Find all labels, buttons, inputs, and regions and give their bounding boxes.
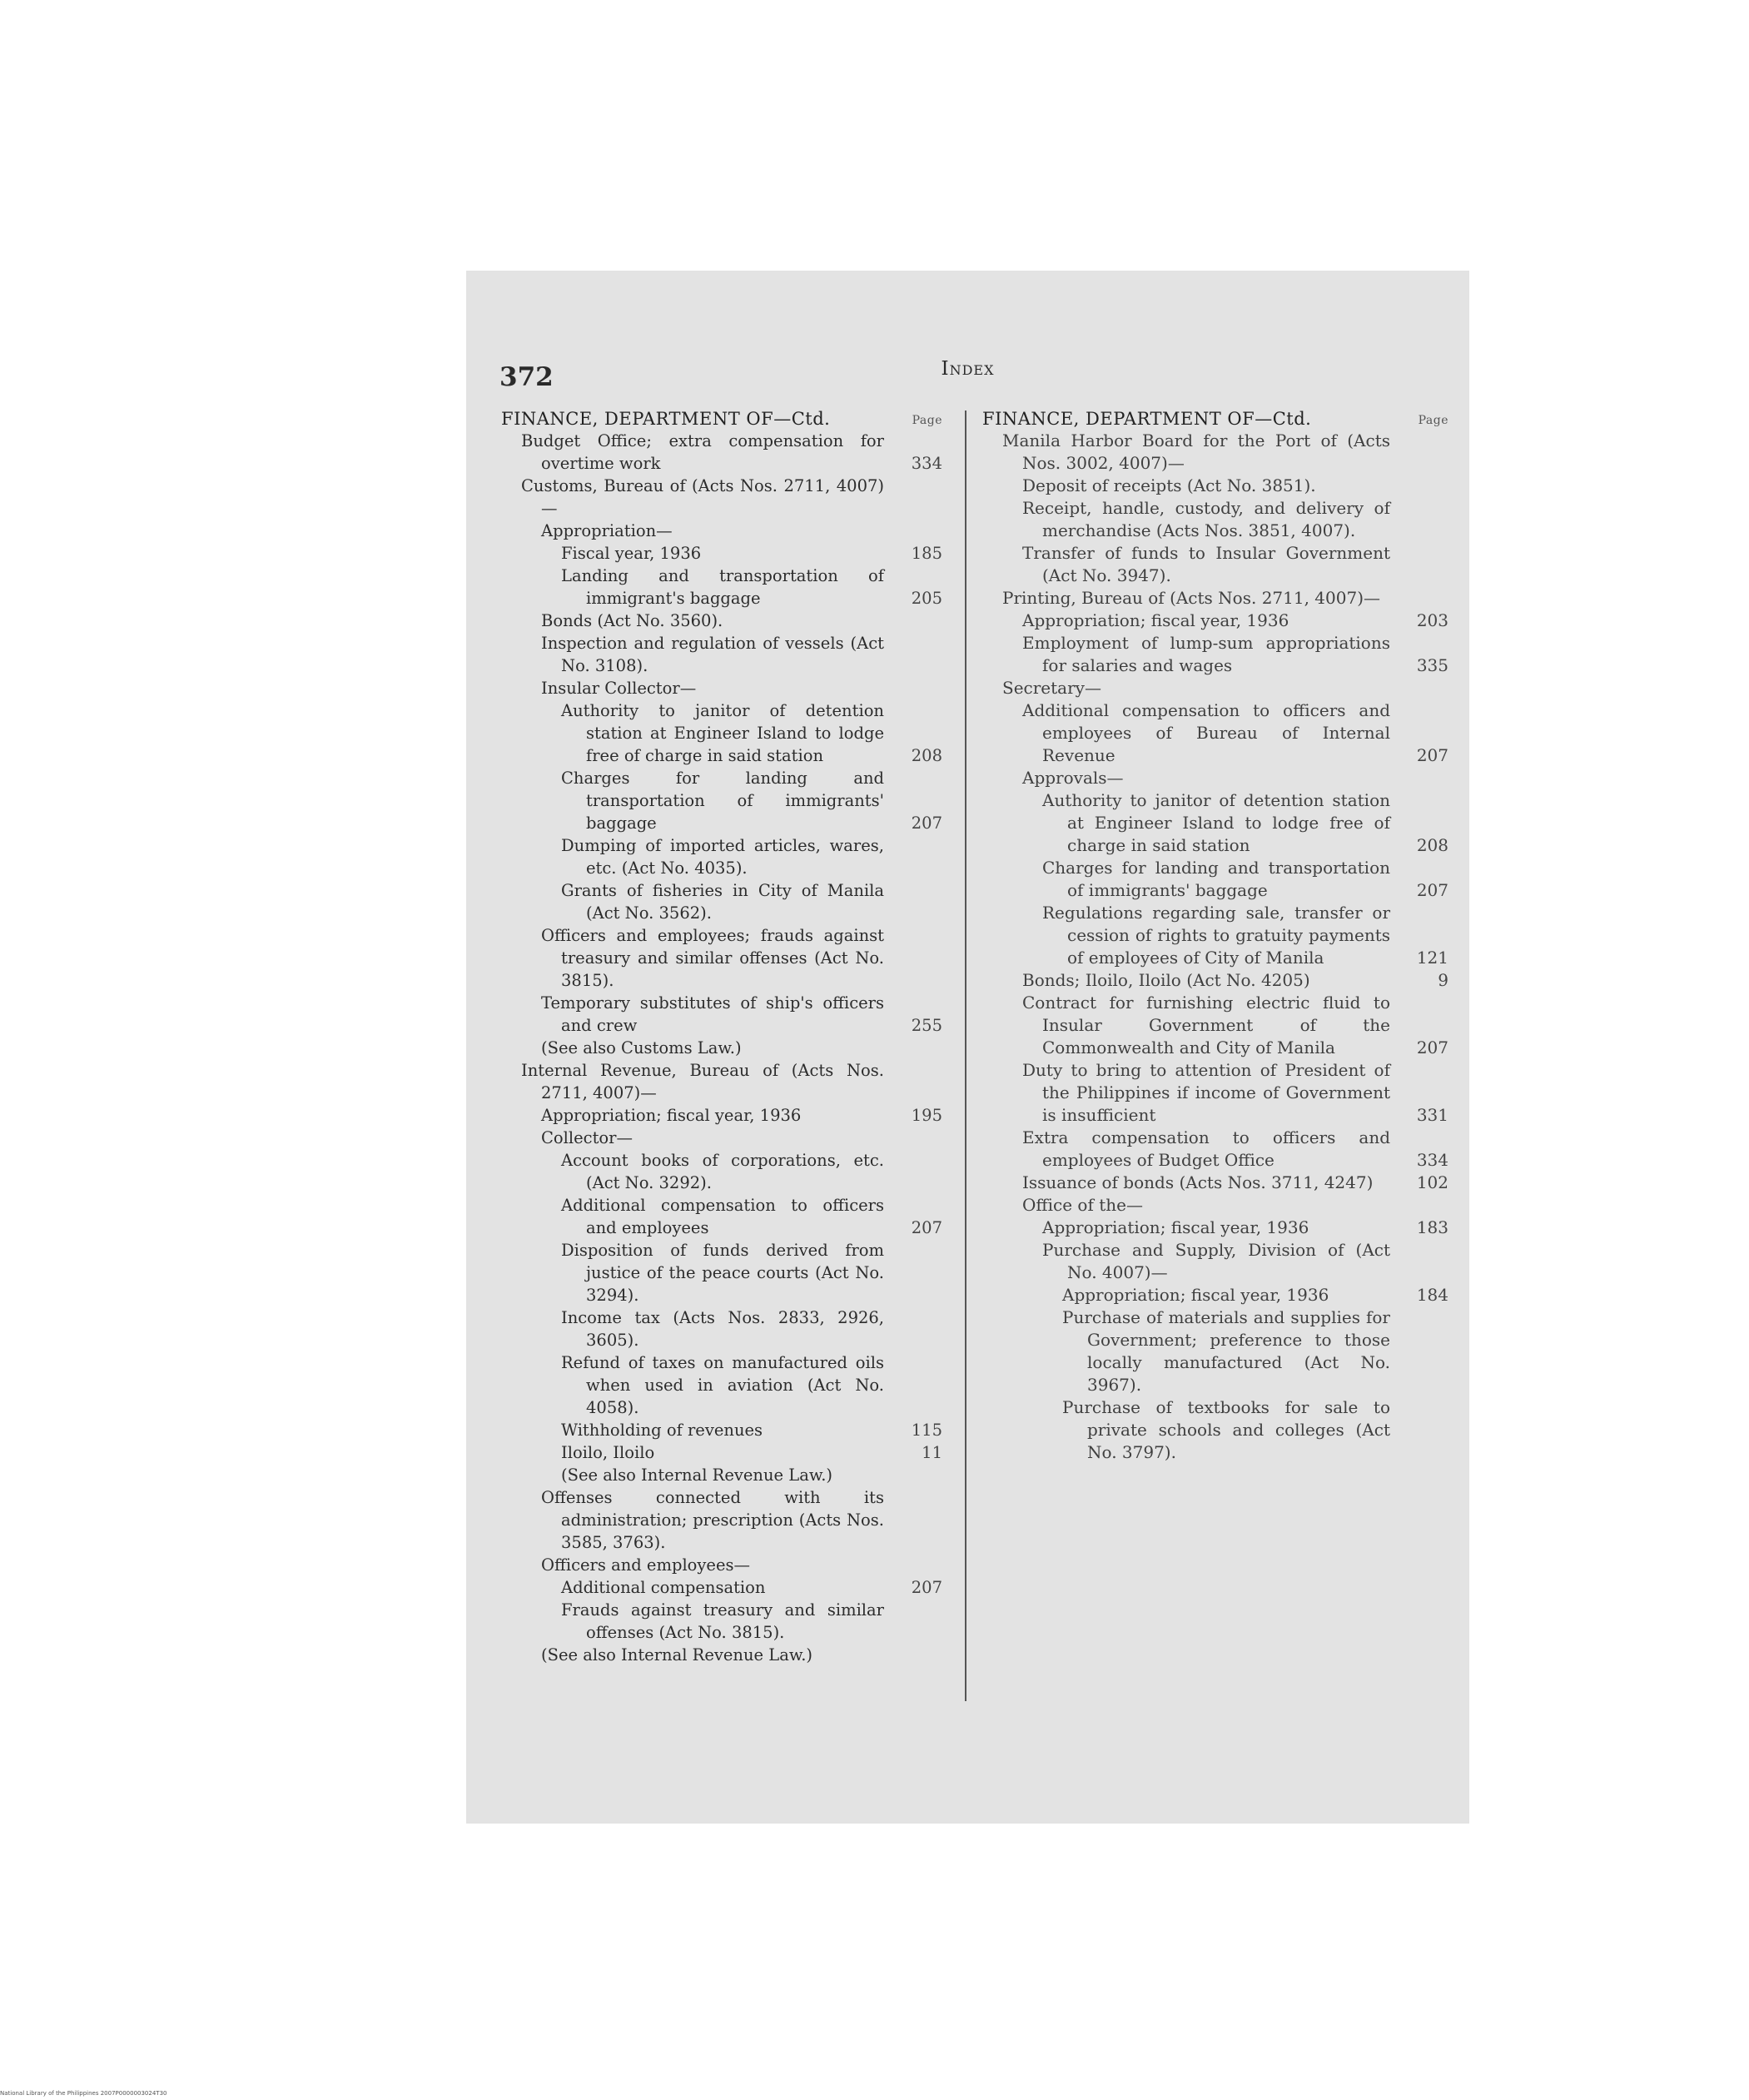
entry-text: Bonds; Iloilo, Iloilo (Act No. 4205) bbox=[1022, 970, 1310, 990]
index-entry bbox=[982, 992, 1448, 1059]
entry-page-number: 11 bbox=[922, 1443, 942, 1462]
entry-page-number: 121 bbox=[1416, 948, 1448, 968]
index-entry bbox=[501, 1037, 942, 1059]
entry-text: Officers and employees— bbox=[541, 1555, 751, 1575]
entry-page-number: 115 bbox=[911, 1421, 942, 1440]
index-entry bbox=[501, 879, 942, 924]
left-column-heading bbox=[501, 408, 942, 430]
index-entry bbox=[982, 632, 1448, 677]
index-entry bbox=[501, 475, 942, 520]
entry-text: (See also Customs Law.) bbox=[541, 1038, 742, 1057]
entry-text: Additional compensation to officers and employees of Bureau of Internal Revenue bbox=[1022, 700, 1390, 765]
entry-page-number: 207 bbox=[911, 1578, 942, 1597]
library-footnote: National Library of the Philippines 2007P0000003024T30 bbox=[0, 2090, 167, 2097]
entry-page-number: 334 bbox=[1416, 1150, 1448, 1170]
index-entry bbox=[501, 542, 942, 565]
entry-text: Appropriation; fiscal year, 1936 bbox=[1062, 1285, 1329, 1305]
index-entry bbox=[982, 1194, 1448, 1217]
left-column bbox=[501, 408, 942, 1666]
index-entry bbox=[982, 1127, 1448, 1172]
entry-text: Appropriation; fiscal year, 1936 bbox=[1022, 610, 1289, 630]
index-entry bbox=[501, 610, 942, 632]
entry-page-number: 195 bbox=[911, 1106, 942, 1125]
entry-text: Contract for furnishing electric fluid to Insular Government of the Commonwealth and City of Manila bbox=[1022, 993, 1390, 1057]
index-entry bbox=[501, 1194, 942, 1239]
entry-page-number: 207 bbox=[911, 814, 942, 833]
index-entry bbox=[501, 834, 942, 879]
index-entry bbox=[501, 1127, 942, 1149]
left-heading-text: FINANCE, DEPARTMENT OF—Ctd. bbox=[501, 409, 831, 429]
entry-text: Secretary— bbox=[1002, 678, 1101, 698]
index-entry bbox=[501, 1149, 942, 1194]
index-entry bbox=[501, 1644, 942, 1666]
entry-text: Purchase of textbooks for sale to private schools and colleges (Act No. 3797). bbox=[1062, 1397, 1390, 1462]
entry-text: Landing and transportation of immigrant's baggage bbox=[561, 566, 884, 608]
index-entry bbox=[501, 1486, 942, 1554]
index-entry bbox=[501, 699, 942, 767]
entry-text: Income tax (Acts Nos. 2833, 2926, 3605). bbox=[561, 1308, 884, 1350]
right-entry-list bbox=[982, 430, 1448, 1464]
index-entry bbox=[501, 1419, 942, 1441]
entry-text: Disposition of funds derived from justice of the peace courts (Act No. 3294). bbox=[561, 1241, 884, 1305]
entry-text: Purchase of materials and supplies for Government; preference to those locally manufactured (Act No. 3967). bbox=[1062, 1307, 1390, 1395]
entry-text: (See also Internal Revenue Law.) bbox=[561, 1466, 833, 1485]
entry-text: Issuance of bonds (Acts Nos. 3711, 4247) bbox=[1022, 1172, 1374, 1192]
running-head: Index bbox=[941, 358, 995, 380]
index-entry bbox=[501, 632, 942, 677]
entry-text: Bonds (Act No. 3560). bbox=[541, 611, 723, 630]
entry-page-number: 183 bbox=[1416, 1217, 1448, 1237]
index-entry bbox=[501, 1351, 942, 1419]
index-entry bbox=[982, 699, 1448, 767]
index-entry bbox=[501, 430, 942, 475]
index-entry bbox=[501, 1104, 942, 1127]
entry-text: Account books of corporations, etc. (Act No. 3292). bbox=[561, 1151, 884, 1192]
right-heading-text: FINANCE, DEPARTMENT OF—Ctd. bbox=[982, 409, 1312, 429]
entry-text: Authority to janitor of detention station at Engineer Island to lodge free of charge in said station bbox=[561, 701, 884, 765]
entry-text: Inspection and regulation of vessels (Act No. 3108). bbox=[541, 634, 884, 675]
entry-page-number: 207 bbox=[1416, 745, 1448, 765]
index-entry bbox=[982, 1306, 1448, 1396]
entry-page-number: 102 bbox=[1416, 1172, 1448, 1192]
entry-text: Approvals— bbox=[1022, 768, 1124, 788]
entry-text: Additional compensation to officers and employees bbox=[561, 1196, 884, 1237]
entry-text: Dumping of imported articles, wares, etc. (Act No. 4035). bbox=[561, 836, 884, 878]
entry-text: Collector— bbox=[541, 1128, 633, 1147]
entry-text: Offenses connected with its administration; prescription (Acts Nos. 3585, 3763). bbox=[541, 1488, 884, 1552]
entry-page-number: 334 bbox=[911, 454, 942, 473]
index-entry bbox=[501, 1306, 942, 1351]
entry-text: Deposit of receipts (Act No. 3851). bbox=[1022, 475, 1316, 495]
entry-page-number: 335 bbox=[1416, 655, 1448, 675]
entry-page-number: 207 bbox=[1416, 880, 1448, 900]
index-entry bbox=[501, 1576, 942, 1599]
entry-page-number: 203 bbox=[1416, 610, 1448, 630]
index-entry bbox=[501, 1239, 942, 1306]
entry-text: Transfer of funds to Insular Government (Act No. 3947). bbox=[1022, 543, 1390, 585]
entry-text: Employment of lump-sum appropriations for salaries and wages bbox=[1022, 633, 1390, 675]
index-entry bbox=[982, 475, 1448, 497]
column-divider bbox=[965, 411, 966, 1701]
entry-text: Purchase and Supply, Division of (Act No. 4007)— bbox=[1042, 1240, 1390, 1282]
entry-text: Receipt, handle, custody, and delivery of merchandise (Acts Nos. 3851, 4007). bbox=[1022, 498, 1390, 540]
right-page-label: Page bbox=[1418, 414, 1448, 427]
entry-page-number: 255 bbox=[911, 1016, 942, 1035]
index-entry bbox=[982, 430, 1448, 475]
entry-text: Manila Harbor Board for the Port of (Acts Nos. 3002, 4007)— bbox=[1002, 430, 1390, 473]
index-entry bbox=[982, 969, 1448, 992]
index-entry bbox=[501, 992, 942, 1037]
index-entry bbox=[982, 1239, 1448, 1284]
entry-page-number: 9 bbox=[1438, 970, 1448, 990]
entry-text: Printing, Bureau of (Acts Nos. 2711, 4007)— bbox=[1002, 588, 1381, 608]
index-entry bbox=[982, 1059, 1448, 1127]
entry-text: Internal Revenue, Bureau of (Acts Nos. 2711, 4007)— bbox=[521, 1061, 884, 1102]
right-column-heading bbox=[982, 408, 1448, 430]
entry-text: Appropriation— bbox=[541, 521, 673, 540]
index-entry bbox=[982, 902, 1448, 969]
entry-page-number: 185 bbox=[911, 544, 942, 563]
entry-text: Refund of taxes on manufactured oils when used in aviation (Act No. 4058). bbox=[561, 1353, 884, 1417]
entry-page-number: 207 bbox=[1416, 1038, 1448, 1057]
entry-text: Office of the— bbox=[1022, 1195, 1143, 1215]
page-number: 372 bbox=[499, 362, 554, 392]
index-entry bbox=[982, 1396, 1448, 1464]
index-entry bbox=[501, 767, 942, 834]
index-entry bbox=[501, 1464, 942, 1486]
index-entry bbox=[501, 677, 942, 699]
right-column bbox=[982, 408, 1448, 1464]
index-entry bbox=[501, 924, 942, 992]
index-entry bbox=[501, 565, 942, 610]
entry-text: Authority to janitor of detention station at Engineer Island to lodge free of charge in said station bbox=[1042, 790, 1390, 855]
entry-text: Officers and employees; frauds against treasury and similar offenses (Act No. 3815). bbox=[541, 926, 884, 990]
entry-text: Iloilo, Iloilo bbox=[561, 1443, 655, 1462]
index-entry bbox=[982, 1217, 1448, 1239]
entry-page-number: 205 bbox=[911, 589, 942, 608]
entry-text: Duty to bring to attention of President of the Philippines if income of Government is insufficient bbox=[1022, 1060, 1390, 1125]
entry-text: (See also Internal Revenue Law.) bbox=[541, 1645, 813, 1665]
entry-text: Withholding of revenues bbox=[561, 1421, 763, 1440]
entry-page-number: 208 bbox=[1416, 835, 1448, 855]
entry-text: Customs, Bureau of (Acts Nos. 2711, 4007)— bbox=[521, 476, 884, 518]
index-entry bbox=[501, 1441, 942, 1464]
index-entry bbox=[501, 1554, 942, 1576]
entry-text: Frauds against treasury and similar offenses (Act No. 3815). bbox=[561, 1600, 884, 1642]
entry-text: Additional compensation bbox=[561, 1578, 766, 1597]
index-entry bbox=[501, 1599, 942, 1644]
scanned-page bbox=[466, 271, 1469, 1824]
left-page-label: Page bbox=[912, 414, 942, 427]
entry-page-number: 184 bbox=[1416, 1285, 1448, 1305]
index-entry bbox=[501, 520, 942, 542]
entry-page-number: 207 bbox=[911, 1218, 942, 1237]
entry-text: Temporary substitutes of ship's officers and crew bbox=[541, 993, 884, 1035]
entry-text: Grants of fisheries in City of Manila (Act No. 3562). bbox=[561, 881, 884, 923]
entry-text: Budget Office; extra compensation for overtime work bbox=[521, 431, 884, 473]
index-entry bbox=[982, 542, 1448, 587]
left-entry-list bbox=[501, 430, 942, 1666]
entry-text: Charges for landing and transportation of immigrants' baggage bbox=[561, 769, 884, 833]
index-entry bbox=[982, 677, 1448, 699]
index-entry bbox=[982, 497, 1448, 542]
index-entry bbox=[982, 587, 1448, 610]
entry-text: Insular Collector— bbox=[541, 679, 697, 698]
index-entry bbox=[982, 610, 1448, 632]
entry-text: Extra compensation to officers and employees of Budget Office bbox=[1022, 1127, 1390, 1170]
entry-text: Regulations regarding sale, transfer or cession of rights to gratuity payments of employees of City of Manila bbox=[1042, 903, 1390, 968]
entry-page-number: 208 bbox=[911, 746, 942, 765]
entry-text: Appropriation; fiscal year, 1936 bbox=[1042, 1217, 1309, 1237]
index-entry bbox=[982, 789, 1448, 857]
index-entry bbox=[982, 1172, 1448, 1194]
index-entry bbox=[982, 767, 1448, 789]
index-entry bbox=[982, 857, 1448, 902]
entry-text: Charges for landing and transportation of immigrants' baggage bbox=[1042, 858, 1390, 900]
entry-text: Fiscal year, 1936 bbox=[561, 544, 702, 563]
index-entry bbox=[982, 1284, 1448, 1306]
entry-text: Appropriation; fiscal year, 1936 bbox=[541, 1106, 802, 1125]
index-entry bbox=[501, 1059, 942, 1104]
entry-page-number: 331 bbox=[1416, 1105, 1448, 1125]
